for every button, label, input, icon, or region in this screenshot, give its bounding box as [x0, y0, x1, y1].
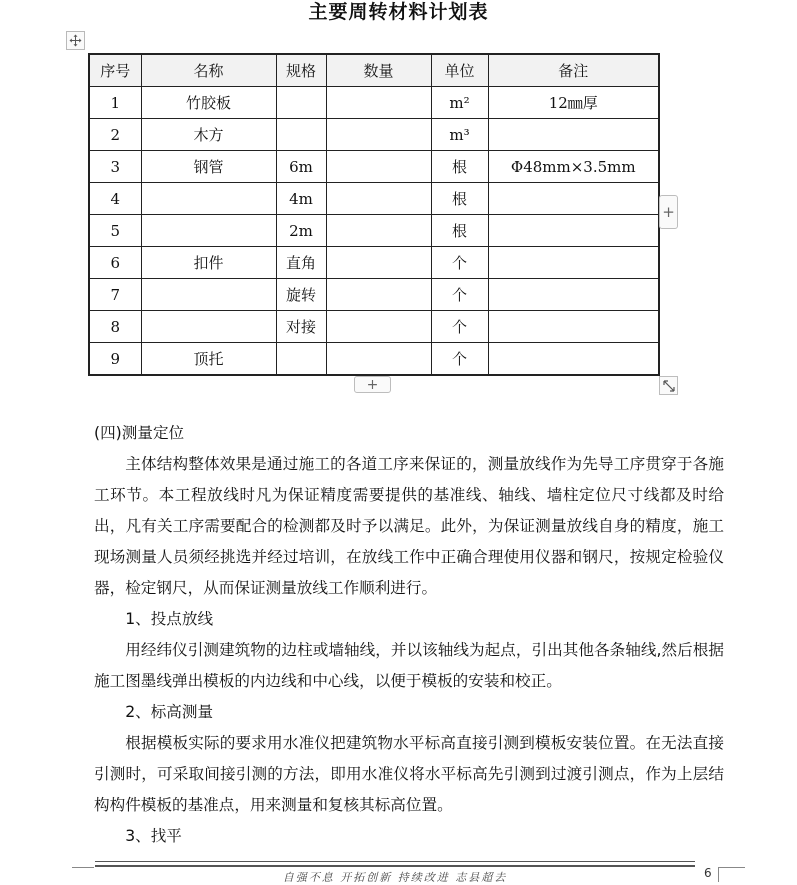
cell-remark[interactable] — [488, 311, 659, 343]
paragraph: 根据模板实际的要求用水准仪把建筑物水平标高直接引测到模板安装位置。在无法直接引测时，可采取间接引测的方法，即用水准仪将水平标高先引测到过渡引测点，作为上层结构构件模板的基准点，用来测量和复核其标高位置。 — [94, 734, 724, 814]
cell-quantity[interactable] — [326, 151, 431, 183]
cell-seq[interactable]: 6 — [89, 247, 141, 279]
cell-name[interactable] — [141, 183, 276, 215]
add-column-button[interactable]: + — [659, 195, 678, 229]
cell-spec[interactable]: 旋转 — [276, 279, 326, 311]
cell-seq[interactable]: 2 — [89, 119, 141, 151]
cell-quantity[interactable] — [326, 215, 431, 247]
resize-diagonal-icon — [663, 380, 675, 392]
cell-quantity[interactable] — [326, 119, 431, 151]
cell-name[interactable]: 钢管 — [141, 151, 276, 183]
cell-quantity[interactable] — [326, 311, 431, 343]
footer-margin-mark-right — [718, 867, 745, 882]
table-row — [89, 183, 659, 215]
cell-spec[interactable]: 2m — [276, 215, 326, 247]
table-row — [89, 279, 659, 311]
cell-unit[interactable]: m² — [431, 87, 488, 119]
cell-quantity[interactable] — [326, 343, 431, 376]
cell-remark[interactable]: Φ48mm×3.5mm — [488, 151, 659, 183]
section-heading: (四)测量定位 — [94, 424, 185, 442]
page-number: 6 — [704, 866, 712, 880]
paragraph: 用经纬仪引测建筑物的边柱或墙轴线，并以该轴线为起点，引出其他各条轴线,然后根据施工图墨线弹出模板的内边线和中心线，以便于模板的安装和校正。 — [94, 641, 724, 690]
cell-name[interactable]: 竹胶板 — [141, 87, 276, 119]
cell-spec[interactable]: 4m — [276, 183, 326, 215]
cell-quantity[interactable] — [326, 183, 431, 215]
cell-spec[interactable]: 对接 — [276, 311, 326, 343]
table-move-handle[interactable] — [66, 31, 85, 50]
cell-name[interactable]: 木方 — [141, 119, 276, 151]
cell-remark[interactable] — [488, 343, 659, 376]
document-body — [94, 418, 724, 852]
cell-spec[interactable]: 直角 — [276, 247, 326, 279]
footer-margin-mark-left — [72, 867, 94, 868]
cell-name[interactable]: 扣件 — [141, 247, 276, 279]
cell-quantity[interactable] — [326, 87, 431, 119]
material-plan-table — [88, 53, 660, 376]
cell-unit[interactable]: 个 — [431, 311, 488, 343]
cell-name[interactable] — [141, 311, 276, 343]
table-row — [89, 311, 659, 343]
cell-seq[interactable]: 7 — [89, 279, 141, 311]
footer-rule — [95, 861, 695, 862]
cell-spec[interactable] — [276, 87, 326, 119]
cell-remark[interactable]: 12㎜厚 — [488, 87, 659, 119]
header-remark[interactable]: 备注 — [488, 54, 659, 87]
cell-unit[interactable]: 个 — [431, 343, 488, 376]
cell-remark[interactable] — [488, 247, 659, 279]
table-resize-handle[interactable] — [659, 376, 678, 395]
cell-name[interactable]: 顶托 — [141, 343, 276, 376]
header-quantity[interactable]: 数量 — [326, 54, 431, 87]
cell-seq[interactable]: 1 — [89, 87, 141, 119]
table-header-row — [89, 54, 659, 87]
table-row — [89, 119, 659, 151]
footer-rule-thick — [95, 865, 695, 867]
cell-unit[interactable]: 个 — [431, 279, 488, 311]
cell-seq[interactable]: 5 — [89, 215, 141, 247]
header-spec[interactable]: 规格 — [276, 54, 326, 87]
cell-remark[interactable] — [488, 215, 659, 247]
table-row — [89, 343, 659, 376]
table-row — [89, 151, 659, 183]
cell-spec[interactable] — [276, 119, 326, 151]
cell-quantity[interactable] — [326, 279, 431, 311]
cell-spec[interactable]: 6m — [276, 151, 326, 183]
move-arrows-icon — [69, 34, 82, 47]
header-seq[interactable]: 序号 — [89, 54, 141, 87]
cell-unit[interactable]: m³ — [431, 119, 488, 151]
cell-unit[interactable]: 根 — [431, 151, 488, 183]
cell-seq[interactable]: 3 — [89, 151, 141, 183]
add-row-button[interactable]: + — [354, 376, 391, 393]
cell-remark[interactable] — [488, 183, 659, 215]
cell-name[interactable] — [141, 215, 276, 247]
header-unit[interactable]: 单位 — [431, 54, 488, 87]
footer-motto: 自强不息 开拓创新 持续改进 志县超去 — [282, 871, 508, 884]
subsection-heading: 2、标高测量 — [125, 703, 214, 721]
cell-quantity[interactable] — [326, 247, 431, 279]
cell-unit[interactable]: 个 — [431, 247, 488, 279]
table-row — [89, 247, 659, 279]
cell-seq[interactable]: 4 — [89, 183, 141, 215]
subsection-heading: 3、找平 — [125, 827, 182, 845]
cell-unit[interactable]: 根 — [431, 183, 488, 215]
cell-remark[interactable] — [488, 119, 659, 151]
cell-remark[interactable] — [488, 279, 659, 311]
cell-name[interactable] — [141, 279, 276, 311]
cell-spec[interactable] — [276, 343, 326, 376]
cell-seq[interactable]: 8 — [89, 311, 141, 343]
table-title: 主要周转材料计划表 — [308, 1, 489, 23]
paragraph: 主体结构整体效果是通过施工的各道工序来保证的，测量放线作为先导工序贯穿于各施工环节。本工程放线时凡为保证精度需要提供的基准线、轴线、墙柱定位尺寸线都及时给出，凡有关工序需要配合的检测都及时予以满足。此外，为保证测量放线自身的精度，施工现场测量人员须经挑选并经过培训，在放线工作中正确合理使用仪器和钢尺，按规定检验仪器，检定钢尺，从而保证测量放线工作顺利进行。 — [94, 455, 724, 597]
cell-seq[interactable]: 9 — [89, 343, 141, 376]
cell-unit[interactable]: 根 — [431, 215, 488, 247]
subsection-heading: 1、投点放线 — [125, 610, 214, 628]
table-row — [89, 215, 659, 247]
table-row — [89, 87, 659, 119]
header-name[interactable]: 名称 — [141, 54, 276, 87]
